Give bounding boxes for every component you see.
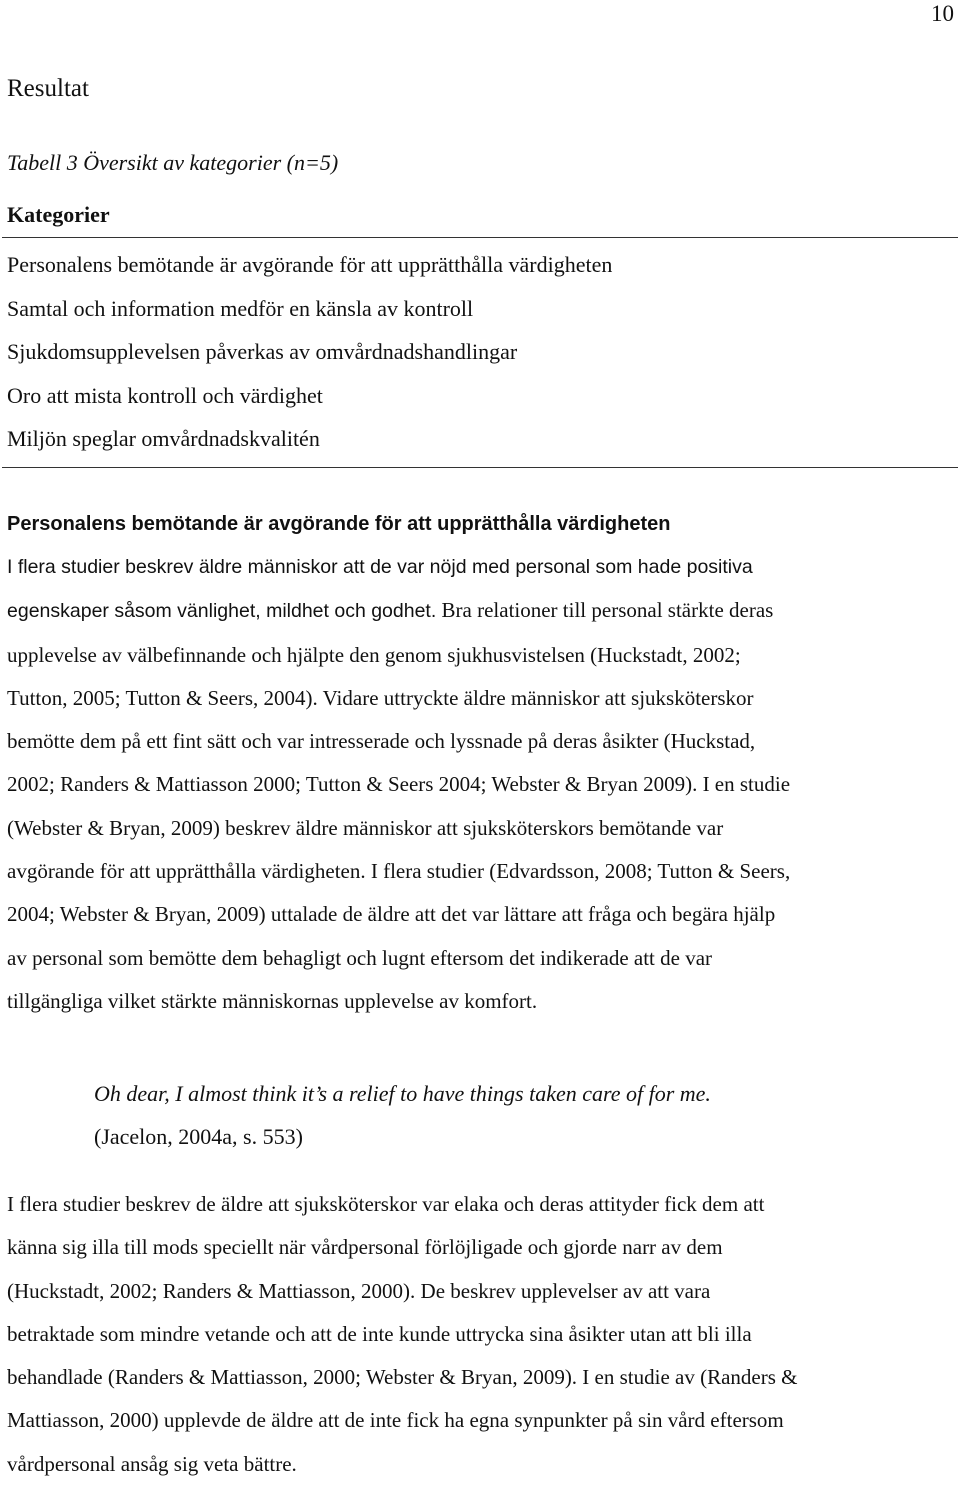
page-number: 10 — [931, 1, 954, 26]
paragraph-line: vårdpersonal ansåg sig veta bättre. — [7, 1451, 297, 1476]
paragraph-line: I flera studier beskrev de äldre att sjuksköterskor var elaka och deras attityder fick dem att — [7, 1192, 765, 1216]
paragraph-line: 2004; Webster & Bryan, 2009) uttalade de äldre att det var lättare att fråga och begära hjälp — [7, 902, 776, 927]
paragraph-line: Tutton, 2005; Tutton & Seers, 2004). Vidare uttryckte äldre människor att sjuksköterskor — [7, 685, 754, 710]
paragraph-segment: Bra relationer till personal stärkte deras — [436, 598, 774, 623]
table-row: Miljön speglar omvårdnadskvalitén — [7, 426, 320, 451]
paragraph-line: (Webster & Bryan, 2009) beskrev äldre människor att sjuksköterskors bemötande var — [7, 815, 724, 840]
paragraph-1 — [7, 546, 955, 1023]
paragraph-line-mixed — [7, 589, 955, 633]
paragraph-line: betraktade som mindre vetande och att de inte kunde uttrycka sina åsikter utan att bli illa — [7, 1321, 752, 1346]
paragraph-line: upplevelse av välbefinnande och hjälpte den genom sjukhusvistelsen (Huckstadt, 2002; — [7, 642, 741, 667]
table-row: Personalens bemötande är avgörande för att upprätthålla värdigheten — [7, 252, 613, 277]
paragraph-line: I flera studier beskrev äldre människor att de var nöjd med personal som hade positiva — [7, 556, 753, 578]
paragraph-line: Mattiasson, 2000) upplevde de äldre att de inte fick ha egna synpunkter på sin vård eftersom — [7, 1408, 784, 1433]
paragraph-2 — [7, 1183, 955, 1486]
paragraph-line: bemötte dem på ett fint sätt och var intresserade och lyssnade på deras åsikter (Huckstad, — [7, 729, 756, 754]
block-quote — [94, 1072, 954, 1158]
section-title: Personalens bemötande är avgörande för att upprätthålla värdigheten — [7, 513, 671, 535]
page-heading: Resultat — [7, 75, 89, 102]
quote-reference: (Jacelon, 2004a, s. 553) — [94, 1124, 303, 1149]
table-body — [2, 238, 958, 468]
table-row: Sjukdomsupplevelsen påverkas av omvårdnadshandlingar — [7, 339, 518, 364]
paragraph-line: (Huckstadt, 2002; Randers & Mattiasson, 2000). De beskrev upplevelser av att vara — [7, 1278, 711, 1303]
table-caption: Tabell 3 Översikt av kategorier (n=5) — [7, 150, 339, 175]
table-row: Samtal och information medför en känsla av kontroll — [7, 295, 474, 321]
paragraph-line: 2002; Randers & Mattiasson 2000; Tutton & Seers 2004; Webster & Bryan 2009). I en studie — [7, 772, 791, 797]
paragraph-segment: egenskaper såsom vänlighet, mildhet och godhet. — [7, 600, 437, 623]
paragraph-line: av personal som bemötte dem behagligt och lugnt eftersom det indikerade att de var — [7, 945, 713, 970]
categories-table — [2, 196, 958, 468]
table-row: Oro att mista kontroll och värdighet — [7, 382, 323, 408]
quote-text: Oh dear, I almost think it’s a relief to have things taken care of for me. — [94, 1081, 711, 1106]
paragraph-line: tillgängliga vilket stärkte människornas upplevelse av komfort. — [7, 988, 538, 1013]
paragraph-line: avgörande för att upprätthålla värdigheten. I flera studier (Edvardsson, 2008; Tutton & Seers, — [7, 859, 791, 884]
table-header: Kategorier — [2, 196, 958, 238]
paragraph-line: behandlade (Randers & Mattiasson, 2000; Webster & Bryan, 2009). I en studie av (Randers & — [7, 1365, 798, 1390]
paragraph-line: känna sig illa till mods speciellt när vårdpersonal förlöjligade och gjorde narr av dem — [7, 1235, 723, 1260]
